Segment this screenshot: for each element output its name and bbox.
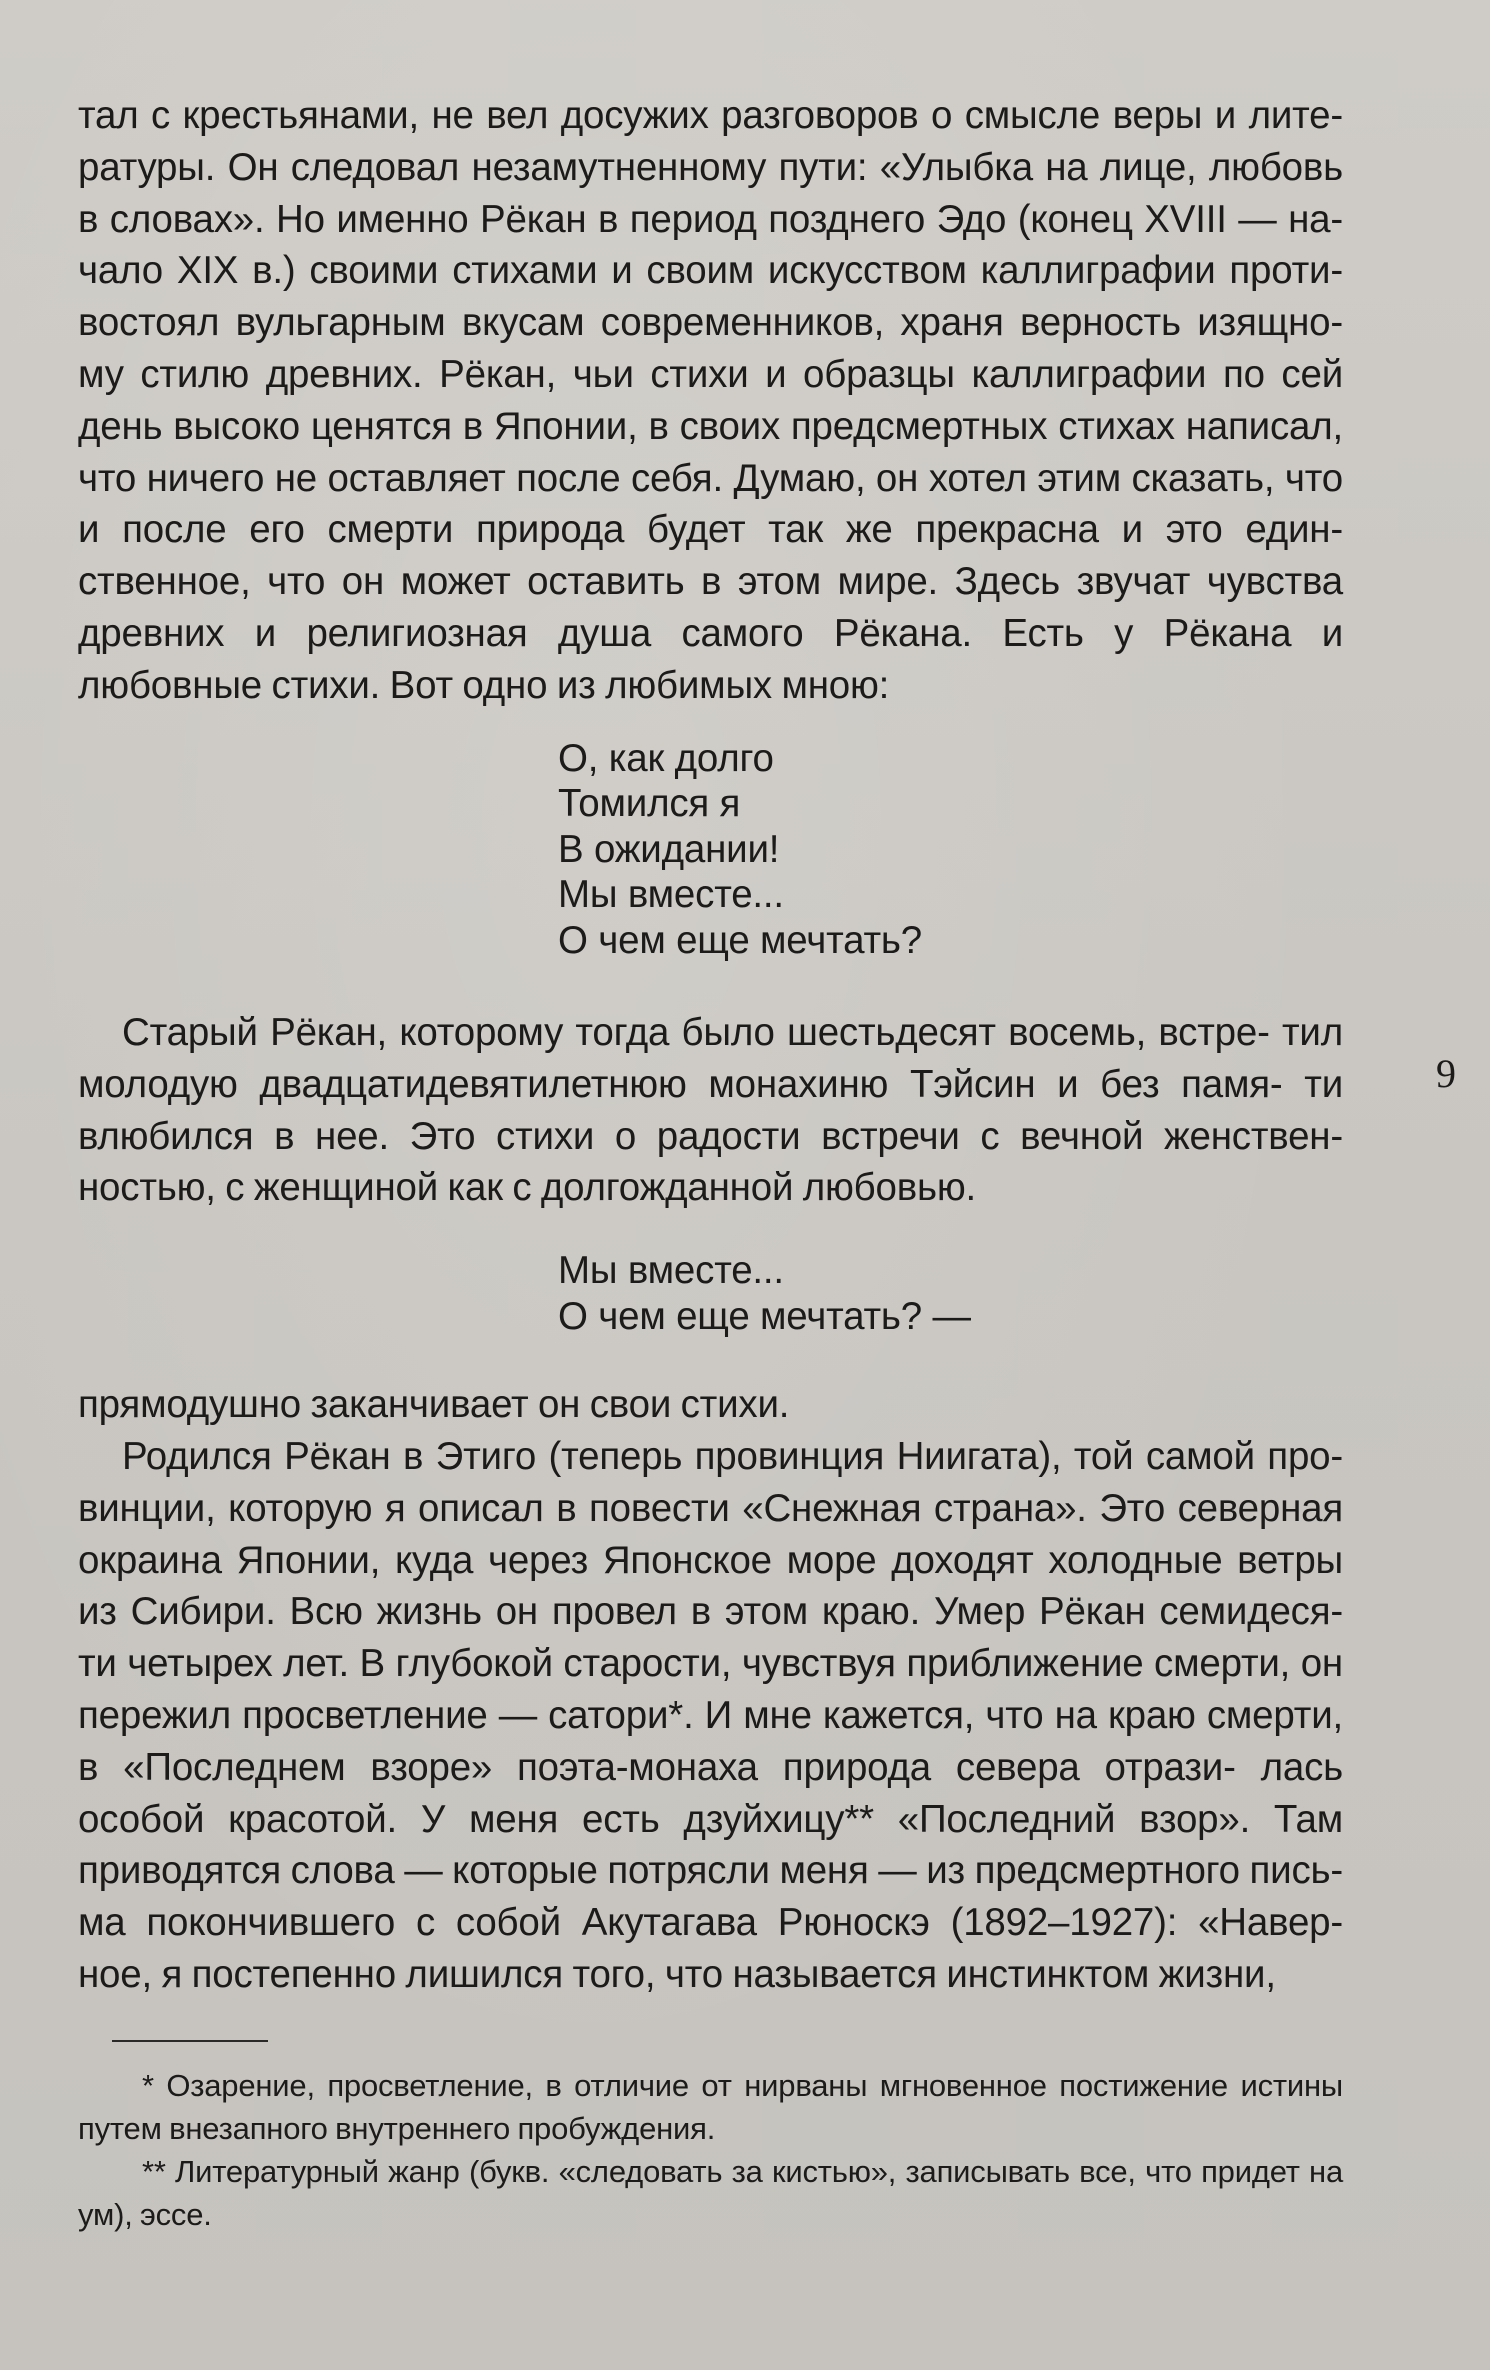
text-line: ти влюбился в нее. Это стихи о радости встречи с вечной женствен- (78, 1062, 1344, 1158)
paragraph-continuation (78, 90, 1343, 712)
text-line: тал с крестьянами, не вел досужих разговоров о смысле веры и лите- (78, 94, 1343, 137)
text-line: из Сибири. Всю жизнь он провел в этом краю. Умер Рёкан семидеся- (78, 1590, 1343, 1634)
text-line: тил молодую двадцатидевятилетнюю монахиню Тэйсин и без памя- (78, 1011, 1343, 1106)
verse-line: О чем еще мечтать? (558, 918, 922, 962)
text-line: Старый Рёкан, которому тогда было шестьдесят восемь, встре- (122, 1011, 1270, 1055)
text-line: му стилю древних. Рёкан, чьи стихи и образцы каллиграфии по сей (78, 352, 1343, 396)
text-line: древних и религиозная душа самого Рёкана. Есть у Рёкана и любовные (78, 611, 1343, 707)
footnote-line: истины путем внезапного внутреннего пробуждения. (78, 2068, 1343, 2146)
text-line: в словах». Но именно Рёкан в период позднего Эдо (конец XVIII — на- (78, 197, 1343, 241)
verse-line: В ожидании! (558, 827, 780, 871)
text-line: ти четырех лет. В глубокой старости, чувствуя приближение смерти, (78, 1642, 1291, 1686)
text-line: ностью, с женщиной как с долгожданной любовью. (78, 1166, 977, 1210)
text-line: что ничего не оставляет после себя. Думаю, он хотел этим сказать, (78, 456, 1275, 500)
text-line: что и после его смерти природа будет так же прекрасна и это един- (78, 456, 1343, 552)
paragraph-biography (78, 1431, 1343, 2001)
page-number: 9 (1436, 1051, 1456, 1096)
text-line: окраина Японии, куда через Японское море доходят холодные ветры (78, 1538, 1343, 1582)
verse-line: Мы вместе... (558, 1249, 784, 1293)
text-line: Родился Рёкан в Этиго (теперь провинция Ниигата), той самой про- (122, 1435, 1343, 1479)
text-line: он пережил просветление — сатори*. И мне кажется, что на краю (78, 1642, 1343, 1738)
poem-verse-2 (78, 1248, 1343, 1339)
verse-line: Томился я (558, 782, 741, 826)
footnote-satori (78, 2064, 1343, 2150)
verse-line: О чем еще мечтать? — (558, 1294, 971, 1338)
text-line: ратуры. Он следовал незамутненному пути: «Улыбка на лице, любовь (78, 145, 1343, 189)
text-line: стихи. Вот одно из любимых мною: (271, 663, 890, 707)
verse-line: О, как долго (558, 736, 774, 780)
text-line: ное, я постепенно лишился того, что называется инстинктом жизни, (78, 1953, 1276, 1997)
footnotes (78, 2064, 1343, 2236)
footnote-line: ** Литературный жанр (букв. «следовать за кистью», записывать все, что (142, 2154, 1192, 2189)
text-line: лась особой красотой. У меня есть дзуйхицу** «Последний взор». Там (78, 1745, 1343, 1841)
text-line: приводятся слова — которые потрясли меня — из предсмертного пись- (78, 1849, 1343, 1893)
footnote-line: придет на ум), эссе. (78, 2154, 1343, 2232)
footnote-divider (112, 2040, 268, 2042)
text-line: ма покончившего с собой Акутагава Рюноскэ (1892–1927): «Навер- (78, 1901, 1343, 1945)
paragraph-teishin (78, 1007, 1343, 1214)
poem-verse-1 (78, 736, 1343, 964)
verse-line: Мы вместе... (558, 873, 784, 917)
text-line: востоял вульгарным вкусам современников, храня верность изящно- (78, 301, 1343, 345)
text-line: смерти, в «Последнем взоре» поэта-монаха природа севера отрази- (78, 1694, 1343, 1789)
text-line: чало XIX в.) своими стихами и своим искусством каллиграфии проти- (78, 249, 1343, 293)
text-line: винции, которую я описал в повести «Снежная страна». Это северная (78, 1486, 1343, 1530)
footnote-dzuihitsu (78, 2150, 1343, 2236)
text-column (78, 90, 1343, 2001)
paragraph-conclusion: прямодушно заканчивает он свои стихи. (78, 1383, 790, 1427)
text-line: ственное, что он может оставить в этом мире. Здесь звучат чувства (78, 560, 1343, 604)
footnote-line: * Озарение, просветление, в отличие от нирваны мгновенное постижение (142, 2068, 1228, 2103)
text-line: день высоко ценятся в Японии, в своих предсмертных стихах написал, (78, 404, 1343, 448)
